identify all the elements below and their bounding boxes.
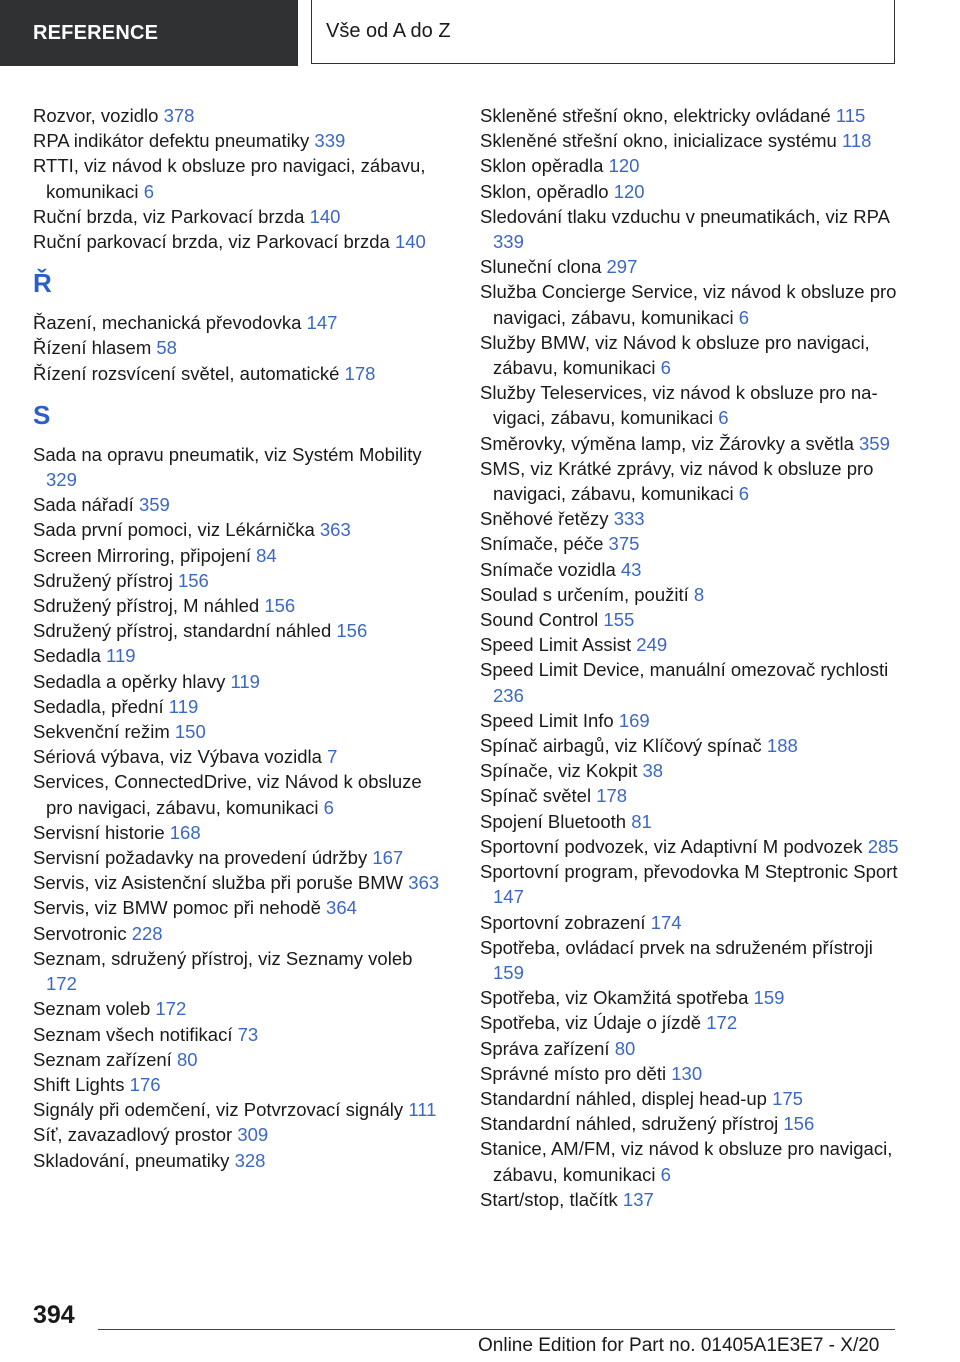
index-entry — [33, 442, 443, 492]
index-entry-text: Sada nářadí — [33, 494, 139, 516]
index-entry-text: Skleněné střešní okno, inicializace systému — [480, 130, 842, 152]
index-entry — [33, 870, 443, 895]
index-entry-text: Stanice, AM/FM, viz návod k obsluze pro navigaci, zábavu, komunikaci — [480, 1138, 893, 1185]
index-page-link[interactable]: 172 — [706, 1012, 738, 1034]
index-entry — [480, 809, 900, 834]
index-entry — [480, 1061, 900, 1086]
index-entry — [33, 820, 443, 845]
index-entry — [33, 517, 443, 542]
index-page-link[interactable]: 178 — [596, 785, 628, 807]
index-entry — [480, 380, 900, 430]
index-entry — [33, 1097, 443, 1122]
index-entry-text: Servis, viz BMW pomoc při nehodě — [33, 897, 327, 919]
index-entry — [480, 607, 900, 632]
index-entry-text: Seznam všech notifikací — [33, 1023, 238, 1045]
index-entry — [33, 128, 443, 153]
index-entry-text: Služby BMW, viz Návod k obsluze pro navigaci, zábavu, komunikaci — [480, 331, 870, 379]
index-page-link[interactable]: 363 — [408, 872, 440, 894]
index-page-link[interactable]: 43 — [620, 558, 642, 580]
index-entry-text: Sněhové řetězy — [480, 508, 614, 530]
index-entry-text: Sklon opěradla — [480, 155, 609, 177]
index-entry — [480, 1036, 900, 1061]
section-tab[interactable]: REFERENCE — [0, 0, 298, 66]
index-entry — [33, 694, 443, 719]
index-entry — [480, 254, 900, 279]
index-page-link[interactable]: 333 — [613, 508, 645, 530]
index-page-link[interactable]: 73 — [237, 1023, 259, 1045]
index-entry-text: Řízení rozsvícení světel, automatické — [33, 362, 345, 384]
index-entry-text: Správné místo pro děti — [480, 1062, 672, 1084]
index-page-link[interactable]: 8 — [693, 583, 705, 605]
index-entry — [33, 310, 443, 335]
index-entry-text: Rozvor, vozidlo — [33, 105, 164, 126]
index-entry — [480, 506, 900, 531]
index-entry-text: Sklon, opěradlo — [480, 180, 614, 202]
index-page-link[interactable]: 111 — [408, 1099, 437, 1121]
index-page-link[interactable]: 119 — [230, 670, 260, 692]
page-number: 394 — [33, 1301, 75, 1329]
index-page-link[interactable]: 249 — [636, 634, 668, 656]
index-page-link[interactable]: 297 — [606, 256, 638, 278]
index-entry — [480, 531, 900, 556]
index-entry-text: Sdružený přístroj, standardní náhled — [33, 620, 337, 642]
index-entry — [33, 769, 443, 819]
index-entry — [33, 921, 443, 946]
index-page-link[interactable]: 167 — [372, 847, 404, 869]
index-entry-text: Síť, zavazadlový prostor — [33, 1124, 238, 1146]
index-page-link[interactable]: 120 — [608, 155, 640, 177]
index-entry-text: Sledování tlaku vzduchu v pneumatikách, viz RPA — [480, 205, 889, 227]
index-entry-text: Servotronic — [33, 922, 132, 944]
index-entry-text: Řízení hlasem — [33, 337, 157, 359]
index-entry — [480, 330, 900, 380]
index-entry — [480, 204, 900, 254]
index-entry — [480, 783, 900, 808]
index-entry-text: Sdružený přístroj, M náhled — [33, 595, 265, 617]
index-entry — [480, 657, 900, 707]
index-entry — [33, 1148, 443, 1173]
index-entry-text: Spotřeba, viz Okamžitá spotřeba — [480, 987, 754, 1009]
index-page-link[interactable]: 58 — [156, 337, 177, 359]
index-page-link[interactable]: 176 — [129, 1073, 161, 1095]
index-page-link[interactable]: 359 — [138, 494, 170, 516]
index-entry-text: Speed Limit Device, manuální omezovač rychlosti — [480, 659, 889, 681]
index-page-link[interactable]: 364 — [326, 897, 357, 919]
index-page-link[interactable]: 378 — [163, 105, 195, 126]
index-entry-text: Spotřeba, viz Údaje o jízdě — [480, 1012, 707, 1034]
index-page-link[interactable]: 6 — [660, 1163, 671, 1185]
index-entry-text: Skleněné střešní okno, elektricky ovládané — [480, 105, 836, 126]
index-page-link[interactable]: 147 — [306, 312, 338, 334]
index-page-link[interactable]: 140 — [309, 205, 341, 227]
index-entry — [480, 1136, 900, 1186]
index-entry — [480, 1187, 900, 1212]
index-entry — [480, 431, 900, 456]
index-letter-heading: Ř — [33, 268, 52, 299]
index-entry-text: Snímače vozidla — [480, 558, 621, 580]
index-entry — [33, 361, 443, 386]
index-entry — [33, 543, 443, 568]
index-page-link[interactable]: 119 — [106, 645, 136, 667]
index-entry — [33, 946, 443, 996]
index-entry — [480, 103, 900, 128]
index-entry — [480, 1086, 900, 1111]
index-entry-text: Signály při odemčení, viz Potvrzovací signály — [33, 1099, 409, 1121]
index-entry-text: Sériová výbava, viz Výbava vozidla — [33, 746, 328, 768]
index-entry — [33, 1122, 443, 1147]
index-entry — [33, 719, 443, 744]
index-entry — [33, 335, 443, 360]
index-entry-text: Shift Lights — [33, 1073, 130, 1095]
index-entry — [33, 996, 443, 1021]
index-entry-text: Spínače, viz Kokpit — [480, 760, 643, 782]
index-page-link[interactable]: 174 — [650, 911, 682, 933]
index-entry-text: Screen Mirroring, připojení — [33, 544, 257, 566]
index-entry-text: RPA indikátor defektu pneumatiky — [33, 130, 315, 152]
index-page-link[interactable]: 6 — [738, 483, 750, 505]
index-page-link[interactable]: 6 — [143, 180, 154, 202]
index-entry-text: Směrovky, výměna lamp, viz Žárovky a světla — [480, 432, 860, 454]
index-page-link[interactable]: 156 — [336, 620, 368, 642]
index-entry-text: Správa zařízení — [480, 1037, 615, 1059]
index-page-link[interactable]: 188 — [766, 735, 798, 757]
index-page-link[interactable]: 159 — [753, 987, 785, 1009]
index-entry — [33, 895, 443, 920]
index-page-link[interactable]: 375 — [608, 533, 640, 555]
index-entry-text: Sada první pomoci, viz Lékárnička — [33, 519, 320, 541]
index-entry — [33, 1047, 443, 1072]
index-page-link[interactable]: 236 — [493, 684, 524, 706]
index-entry-text: Spojení Bluetooth — [480, 810, 632, 832]
index-page-link[interactable]: 7 — [327, 746, 338, 768]
index-entry-text: Servis, viz Asistenční služba při poruše BMW — [33, 872, 409, 894]
index-entry — [33, 669, 443, 694]
index-page-link[interactable]: 130 — [671, 1062, 703, 1084]
index-entry-text: Speed Limit Info — [480, 709, 619, 731]
index-page-link[interactable]: 168 — [169, 821, 201, 843]
index-entry — [480, 632, 900, 657]
index-page-link[interactable]: 38 — [642, 760, 664, 782]
index-page-link[interactable]: 178 — [344, 362, 376, 384]
index-page-link[interactable]: 147 — [493, 886, 524, 908]
index-entry — [480, 859, 900, 909]
index-entry-text: Spotřeba, ovládací prvek na sdruženém přístroji — [480, 936, 873, 958]
index-page-link[interactable]: 329 — [46, 469, 77, 491]
index-page-link[interactable]: 118 — [841, 130, 872, 152]
index-entry-text: Servisní historie — [33, 821, 170, 843]
index-entry — [480, 733, 900, 758]
footer-edition: Online Edition for Part no. 01405A1E3E7 - X/20 — [478, 1335, 880, 1356]
index-page-link[interactable]: 328 — [234, 1149, 266, 1171]
index-page-link[interactable]: 339 — [493, 231, 524, 253]
index-entry — [480, 128, 900, 153]
index-entry-text: SMS, viz Krátké zprávy, viz návod k obsluze pro navigaci, zábavu, komunikaci — [480, 457, 874, 505]
index-page-link[interactable]: 6 — [323, 796, 334, 818]
index-page-link[interactable]: 80 — [614, 1037, 636, 1059]
index-entry — [33, 845, 443, 870]
index-entry-text: Seznam voleb — [33, 998, 156, 1020]
index-entry — [480, 1111, 900, 1136]
index-entry-text: Start/stop, tlačítk — [480, 1188, 623, 1210]
index-page-link[interactable]: 6 — [718, 407, 729, 429]
index-entry-text: Sportovní zobrazení — [480, 911, 651, 933]
index-entry — [33, 568, 443, 593]
index-entry — [33, 153, 443, 203]
index-entry — [480, 758, 900, 783]
index-entry — [480, 985, 900, 1010]
index-entry — [480, 279, 900, 329]
index-entry-text: Ruční brzda, viz Parkovací brzda — [33, 205, 310, 227]
index-entry-text: Seznam, sdružený přístroj, viz Seznamy voleb — [33, 947, 413, 969]
index-page-link[interactable]: 156 — [783, 1113, 815, 1135]
index-entry-text: Sedadla — [33, 645, 107, 667]
index-entry — [33, 492, 443, 517]
index-page-link[interactable]: 120 — [613, 180, 645, 202]
index-entry — [33, 643, 443, 668]
index-page-link[interactable]: 159 — [493, 961, 524, 983]
index-entry-text: Sluneční clona — [480, 256, 607, 278]
index-entry-text: Standardní náhled, sdružený přístroj — [480, 1113, 784, 1135]
index-entry-text: Sound Control — [480, 609, 604, 631]
index-entry-text: Sportovní podvozek, viz Adaptivní M podvozek — [480, 835, 868, 857]
index-entry-text: Spínač airbagů, viz Klíčový spínač — [480, 735, 767, 757]
footer-divider — [98, 1329, 895, 1330]
index-entry — [480, 557, 900, 582]
index-entry-text: Řazení, mechanická převodovka — [33, 312, 307, 334]
index-page-link[interactable]: 115 — [835, 105, 866, 126]
index-page-link[interactable]: 6 — [660, 357, 671, 379]
index-entry — [33, 744, 443, 769]
index-page-link[interactable]: 172 — [155, 998, 187, 1020]
index-entry — [480, 708, 900, 733]
index-page-link[interactable]: 81 — [631, 810, 652, 832]
index-page-link[interactable]: 119 — [168, 695, 199, 717]
index-page-link[interactable]: 339 — [314, 130, 346, 152]
index-entry-text: RTTI, viz návod k obsluze pro navigaci, zábavu, komunikaci — [33, 155, 426, 202]
index-entry — [480, 1010, 900, 1035]
index-entry-text: Soulad s určením, použití — [480, 583, 694, 605]
index-page-link[interactable]: 80 — [176, 1048, 198, 1070]
index-entry-text: Služby Teleservices, viz návod k obsluze pro navigaci, zábavu, komunikaci — [480, 382, 878, 429]
index-page-link[interactable]: 150 — [174, 721, 206, 743]
index-entry — [33, 593, 443, 618]
index-entry — [480, 582, 900, 607]
index-page-link[interactable]: 6 — [738, 306, 750, 328]
index-entry-text: Services, ConnectedDrive, viz Návod k obsluze pro navigaci, zábavu, komunikaci — [33, 771, 422, 818]
page-header — [0, 0, 960, 66]
index-entry — [480, 153, 900, 178]
index-page-link[interactable]: 172 — [46, 973, 77, 995]
index-page-link[interactable]: 285 — [867, 835, 899, 857]
index-entry-text: Sedadla, přední — [33, 695, 169, 717]
index-entry — [33, 1072, 443, 1097]
index-entry-text: Speed Limit Assist — [480, 634, 637, 656]
index-entry-text: Sedadla a opěrky hlavy — [33, 670, 231, 692]
index-column-right — [480, 103, 900, 1212]
index-entry-text: Sada na opravu pneumatik, viz Systém Mobility — [33, 443, 422, 465]
index-entry — [33, 103, 443, 128]
index-entry-text: Seznam zařízení — [33, 1048, 177, 1070]
index-page-link[interactable]: 156 — [177, 569, 209, 591]
index-entry — [33, 229, 443, 254]
index-page-link[interactable]: 363 — [319, 519, 351, 541]
index-entry — [480, 834, 900, 859]
index-entry-text: Sportovní program, převodovka M Steptronic Sport — [480, 861, 898, 883]
section-title: Vše od A do Z — [311, 0, 895, 64]
index-entry — [480, 456, 900, 506]
index-entry — [33, 204, 443, 229]
index-page-link[interactable]: 359 — [859, 432, 890, 454]
index-page-link[interactable]: 228 — [131, 922, 163, 944]
index-page-link[interactable]: 156 — [264, 595, 296, 617]
index-entry-text: Snímače, péče — [480, 533, 609, 555]
index-entry-text: Skladování, pneumatiky — [33, 1149, 235, 1171]
index-letter-heading: S — [33, 399, 51, 430]
index-page-link[interactable]: 155 — [603, 609, 635, 631]
index-entry-text: Sdružený přístroj — [33, 569, 178, 591]
index-page-link[interactable]: 84 — [256, 544, 277, 566]
index-entry-text: Služba Concierge Service, viz návod k obsluze pro navigaci, zábavu, komunikaci — [480, 281, 897, 328]
index-page-link[interactable]: 140 — [394, 231, 426, 253]
index-entry-text: Standardní náhled, displej head-up — [480, 1087, 773, 1109]
index-page-link[interactable]: 137 — [622, 1188, 654, 1210]
index-entry — [33, 1022, 443, 1047]
index-entry-text: Sekvenční režim — [33, 721, 175, 743]
index-entry-text: Spínač světel — [480, 785, 597, 807]
index-page-link[interactable]: 175 — [772, 1087, 803, 1109]
index-column-left — [33, 103, 443, 1173]
index-page-link[interactable]: 169 — [618, 709, 650, 731]
index-entry — [480, 910, 900, 935]
index-entry — [33, 618, 443, 643]
index-entry — [480, 179, 900, 204]
index-entry-text: Ruční parkovací brzda, viz Parkovací brzda — [33, 231, 395, 253]
index-entry — [480, 935, 900, 985]
index-page-link[interactable]: 309 — [237, 1124, 269, 1146]
index-entry-text: Servisní požadavky na provedení údržby — [33, 847, 373, 869]
